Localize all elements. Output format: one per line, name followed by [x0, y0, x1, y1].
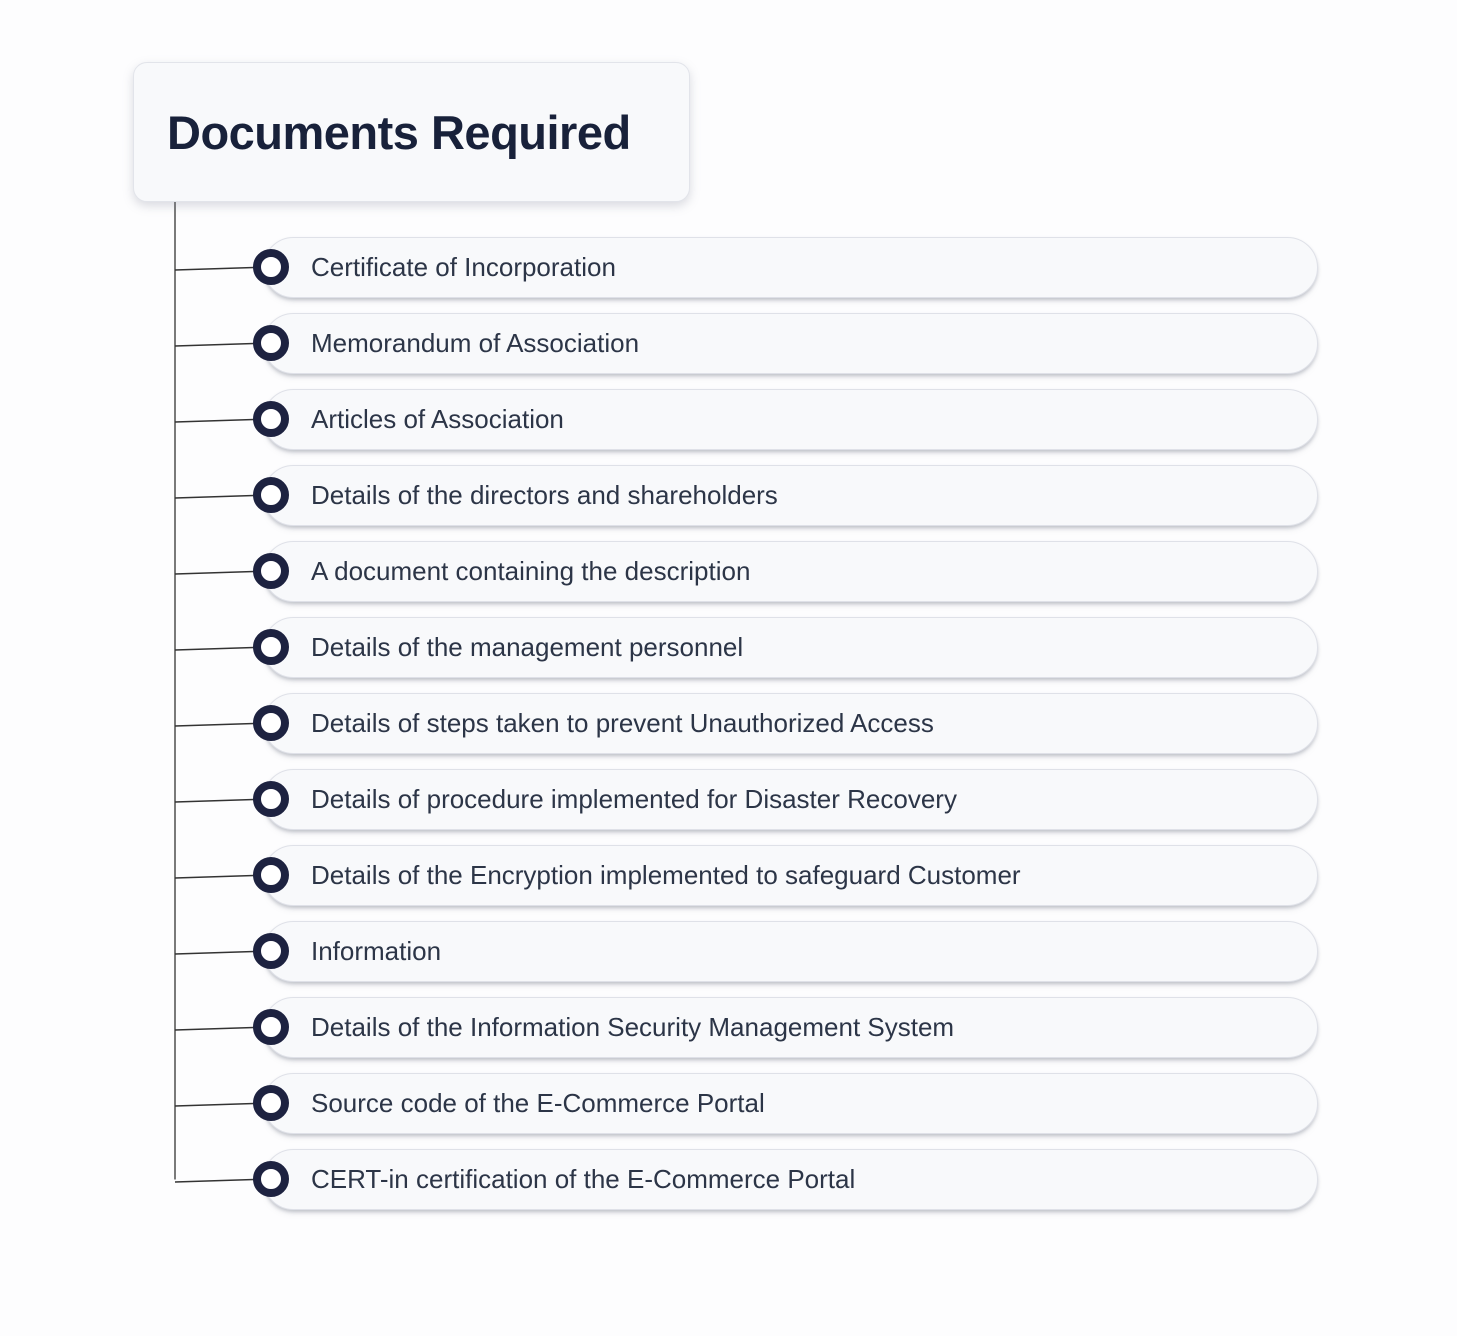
- document-item-label: A document containing the description: [311, 556, 751, 586]
- document-item-label: Details of the Information Security Management System: [311, 1012, 955, 1042]
- ring-circle-icon: [253, 781, 289, 817]
- ring-circle-icon: [253, 629, 289, 665]
- document-item: [263, 541, 1318, 602]
- document-item-label: Details of the management personnel: [311, 632, 744, 662]
- ring-circle-icon: [253, 1161, 289, 1197]
- document-item-label: Articles of Association: [311, 404, 564, 434]
- document-item: [263, 921, 1318, 982]
- ring-circle-icon: [253, 249, 289, 285]
- document-item: [263, 1073, 1318, 1134]
- title-box: [133, 62, 690, 202]
- document-item: [263, 1149, 1318, 1210]
- document-item-label: Source code of the E-Commerce Portal: [311, 1088, 765, 1118]
- document-item-label: Memorandum of Association: [311, 328, 640, 358]
- document-item-label: Details of steps taken to prevent Unauthorized Access: [311, 708, 934, 738]
- document-item: [263, 997, 1318, 1058]
- document-item-label: Certificate of Incorporation: [311, 252, 616, 282]
- document-item: [263, 617, 1318, 678]
- document-item: [263, 845, 1318, 906]
- page-title: Documents Required: [167, 105, 631, 159]
- ring-circle-icon: [253, 933, 289, 969]
- ring-circle-icon: [253, 857, 289, 893]
- document-item: [263, 389, 1318, 450]
- document-item: [263, 693, 1318, 754]
- document-item-label: CERT-in certification of the E-Commerce Portal: [311, 1164, 856, 1194]
- document-item: [263, 769, 1318, 830]
- ring-circle-icon: [253, 401, 289, 437]
- document-item-label: Details of the directors and shareholders: [311, 480, 778, 510]
- ring-circle-icon: [253, 553, 289, 589]
- document-item: [263, 313, 1318, 374]
- ring-circle-icon: [253, 1085, 289, 1121]
- document-item-label: Details of procedure implemented for Disaster Recovery: [311, 784, 957, 814]
- document-item-label: Information: [311, 936, 442, 966]
- ring-circle-icon: [253, 705, 289, 741]
- ring-circle-icon: [253, 1009, 289, 1045]
- ring-circle-icon: [253, 477, 289, 513]
- document-item: [263, 465, 1318, 526]
- document-item-label: Details of the Encryption implemented to safeguard Customer: [311, 860, 1021, 890]
- ring-circle-icon: [253, 325, 289, 361]
- document-item: [263, 237, 1318, 298]
